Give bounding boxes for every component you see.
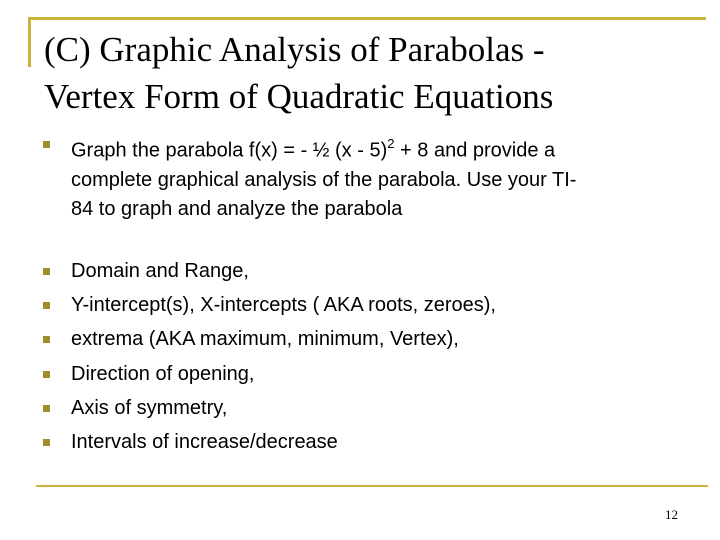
square-bullet-icon <box>43 141 50 148</box>
bullet-direction <box>40 360 690 389</box>
square-bullet-icon <box>43 302 50 309</box>
bullet-item-text: extrema (AKA maximum, minimum, Vertex), <box>71 328 459 350</box>
bullet-domain-range <box>40 257 690 286</box>
exponent: 2 <box>387 136 395 151</box>
square-bullet-icon <box>43 439 50 446</box>
footer-rule <box>36 485 708 487</box>
equation-text: Graph the parabola f(x) = - ½ (x - 5) <box>71 139 388 162</box>
bullet-intro <box>40 130 690 224</box>
bullet-intervals <box>40 428 690 457</box>
page-number: 12 <box>665 507 678 522</box>
bullet-item-text: Y-intercept(s), X-intercepts ( AKA roots, zeroes), <box>71 294 496 316</box>
frame-top-rule <box>28 17 706 20</box>
bullet-item-text: Intervals of increase/decrease <box>71 431 338 453</box>
bullet-item-text: Direction of opening, <box>71 363 255 385</box>
square-bullet-icon <box>43 405 50 412</box>
equation-tail: + 8 and provide a <box>394 139 556 162</box>
bullet-intro-line-1 <box>71 130 690 166</box>
slide-title-line-1: (C) Graphic Analysis of Parabolas - <box>44 30 545 69</box>
frame-left-rule <box>28 17 31 67</box>
square-bullet-icon <box>43 371 50 378</box>
bullet-axis <box>40 394 690 423</box>
bullet-extrema <box>40 325 690 354</box>
bullet-item-text: Domain and Range, <box>71 260 249 282</box>
bullet-item-text: Axis of symmetry, <box>71 397 228 419</box>
square-bullet-icon <box>43 268 50 275</box>
bullet-intercepts <box>40 291 690 320</box>
bullet-intro-text <box>71 130 690 224</box>
square-bullet-icon <box>43 336 50 343</box>
bullet-intro-line-2: complete graphical analysis of the parabola. Use your TI- <box>71 168 577 191</box>
slide-title <box>44 26 704 120</box>
bullet-intro-line-3: 84 to graph and analyze the parabola <box>71 197 403 220</box>
slide-title-line-2: Vertex Form of Quadratic Equations <box>44 77 554 116</box>
